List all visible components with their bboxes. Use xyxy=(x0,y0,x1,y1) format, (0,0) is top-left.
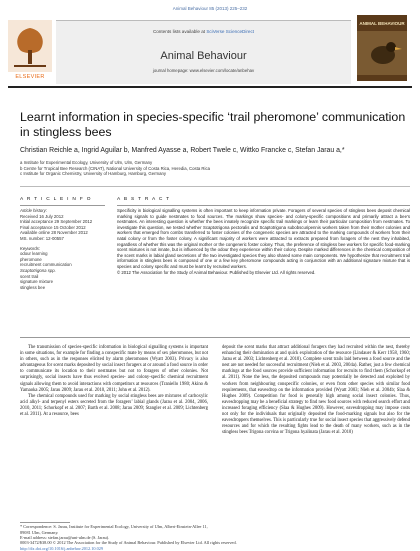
cover-bird-image xyxy=(357,31,407,75)
keyword: scent trail xyxy=(20,273,39,279)
author-list: Christian Reichle a, Ingrid Aguilar b, Manfred Ayasse a, Robert Twele c, Wittko Francke c, Stefan Jarau a,* xyxy=(20,147,345,154)
sciencedirect-link[interactable]: SciVerse ScienceDirect xyxy=(206,29,255,34)
issn-doi xyxy=(20,540,320,551)
elsevier-tree-logo xyxy=(8,20,52,72)
history-item: Available online 28 November 2012 xyxy=(20,230,88,236)
history-label: Article history: xyxy=(20,208,47,213)
article-info-heading: A R T I C L E I N F O xyxy=(20,197,92,202)
abstract-rule xyxy=(117,205,410,206)
body-paragraph: The transmission of species-specific information in biological signalling systems is important in some situations, for example for finding a conspecific mate by means of sex pheromones, but not in others, such as in the responses elicited by alarm pheromones (Wyatt 2003). Privacy is also advantageous for scent marks deposited by social insect foragers at or around a food source in order to communicate its location to their nestmates but not to foragers of other colonies. Not surprisingly, social insects have thus evolved species- and colony-specific chemical recruitment signals allowing them to avoid interactions with competitors at resources (Traniello 1980; Akino & Yamaoka 2005; Jarau 2009; Jarau et al. 2010, 2011; John et al. 2012). xyxy=(20,345,208,393)
affiliations xyxy=(20,160,410,177)
history-item: Initial acceptance 29 September 2012 xyxy=(20,219,93,225)
journal-homepage[interactable]: journal homepage: www.elsevier.com/locate/anbehav xyxy=(152,68,255,73)
keyword: odour learning xyxy=(20,251,48,257)
contents-prefix: Contents lists available at xyxy=(152,29,207,34)
doi-link[interactable]: http://dx.doi.org/10.1016/j.anbehav.2012.10.029 xyxy=(20,545,104,551)
issn-line: 0003-3472/$38.00 © 2012 The Association for the Study of Animal Behaviour. Published by Elsevier Ltd. All rights reserved. xyxy=(20,540,237,545)
publisher-name: ELSEVIER xyxy=(15,74,45,80)
journal-cover xyxy=(357,15,407,81)
body-column-right xyxy=(222,345,410,436)
header-rule xyxy=(8,86,412,88)
article-info-rule xyxy=(20,205,105,206)
contents-line xyxy=(56,29,351,34)
journal-title: Animal Behaviour xyxy=(160,50,247,62)
body-paragraph: deposit the scent marks that attract additional foragers they had recruited within the nest, thereby enhancing their domination at and quick exploitation of the resource (Lindauer & Kerr 1958, 1960; Jarau et al. 2003; Lichtenberg et al. 2010). Complete scent trails laid between a food source and the nest are not needed for successful recruitment (Nieh et al. 2003, 2004a). Rather, just a few chemical markings at the food sources provide sufficient information for recruits to find them (Schorkopf et al. 2011). None the less, the deposited compounds may potentially be detected and exploited by workers from neighbouring conspecific colonies, or even from other species with similar food requirements, that eavesdrop on the information provided (Wyatt 2003; Nieh et al. 2004b; Slaa & Hughes 2009). Competition for food is generally high among social insect colonies. Thus, eavesdropping may be a beneficial strategy to find new food sources with reduced search effort and increased foraging efficiency (Slaa & Hughes 2009). However, eavesdropping may impose costs not only for the individuals that originally deposited the food-marking signals but also for the eavesdroppers themselves. This is particularly true for social insect species that aggressively defend resources and for which the resulting fights lead to the death of many workers, such as in the stingless bees Trigona corvina or Trigona hyalinata (Jarau et al. 2010) xyxy=(222,345,410,436)
keyword: Scaptotrigona spp. xyxy=(20,267,56,273)
footnote-line: * Correspondence: S. Jarau, Institute for Experimental Ecology, University of Ulm, Albert-Einstein-Allee 11, 89081 Ulm, Germany. xyxy=(20,524,208,535)
history-item: Final acceptance 15 October 2012 xyxy=(20,224,86,230)
correspondence-footnote xyxy=(20,524,208,541)
cover-title: ANIMAL BEHAVIOUR xyxy=(359,21,405,26)
abstract-body xyxy=(117,208,410,275)
affiliation-b: b Centre for Tropical Bee Research (CINAT), National University of Costa Rica, Heredia, Costa Rica xyxy=(20,165,211,171)
history-item: MS. number: 12-00557 xyxy=(20,235,64,241)
keywords-label: Keywords: xyxy=(20,245,41,251)
affiliation-a: a Institute for Experimental Ecology, University of Ulm, Ulm, Germany xyxy=(20,160,153,165)
affiliation-c: c Institute for Organic Chemistry, University of Hamburg, Hamburg, Germany xyxy=(20,171,167,177)
abstract-paragraph: Specificity in biological signalling systems is often important to keep information private. Foragers of several species of stingless bees deposit chemical marking signals to guide nestmates to food sources. The markings show species- and colony-specific compositions and primarily attract a bee’s nestmates. An interesting question is whether the bees innately recognize specific trail markings or learn their particular composition from nestmates. To investigate this question, we tested whether Scaptotrigona pectoralis and Scaptotrigona subobscuripennis workers taken from their mother colonies and workers that emerged from combs transferred to foster colonies of the congeneric species are attracted to the marking compounds of workers from their natal colony or from the foster colony. A significant majority of workers were attracted to extracts prepared from foragers of the nest they inhabited, regardless of whether this was the original mother or the congeneric foster colony. Thus, the preference of stingless bee workers for specific food-marking scent mixtures is not innate, but is influenced by the odour they experience within their colony. Despite marked differences in the chemical composition of the scent marks in labial gland secretions of the two investigated species they also shared some main components. We hypothesize that recruitment trail information in stingless bees is composed of one or a few key pheromone compounds acting in conjunction with an additional signature mixture that is species and colony specific and must be learnt by recruited workers. xyxy=(117,208,410,269)
footnote-rule xyxy=(20,522,70,523)
keyword: recruitment communication xyxy=(20,262,72,268)
keyword: signature mixture xyxy=(20,279,53,285)
body-rule xyxy=(20,337,410,338)
article-title: Learnt information in species-specific ‘trail pheromone’ communication in stingless bees xyxy=(20,110,406,139)
journal-reference: Animal Behaviour 85 (2013) 225–232 xyxy=(172,6,248,11)
keyword: pheromone xyxy=(20,256,42,262)
abstract-heading: A B S T R A C T xyxy=(117,197,171,202)
footnote-email[interactable]: E-mail address: stefan.jarau@uni-ulm.de (S. Jarau). xyxy=(20,535,110,541)
history-item: Received 16 July 2012 xyxy=(20,213,64,219)
body-column-left xyxy=(20,345,208,418)
abstract-copyright: © 2012 The Association for the Study of Animal Behaviour. Published by Elsevier Ltd. All rights reserved. xyxy=(117,269,316,275)
affiliation-rule xyxy=(20,186,410,187)
body-paragraph: The chemical compounds used for marking by social stingless bees are mixtures of carboxylic acid alkyl- and terpenyl esters secreted from the foragers’ labial glands (Jarau et al. 2004, 2006, 2010, 2011; Schorkopf et al. 2007; Barth et al. 2008; Jarau 2009; Stangler et al. 2009; Lichtenberg et al. 2011). At a resource, bees xyxy=(20,393,208,418)
article-info xyxy=(20,208,110,290)
keyword: stingless bee xyxy=(20,284,46,290)
